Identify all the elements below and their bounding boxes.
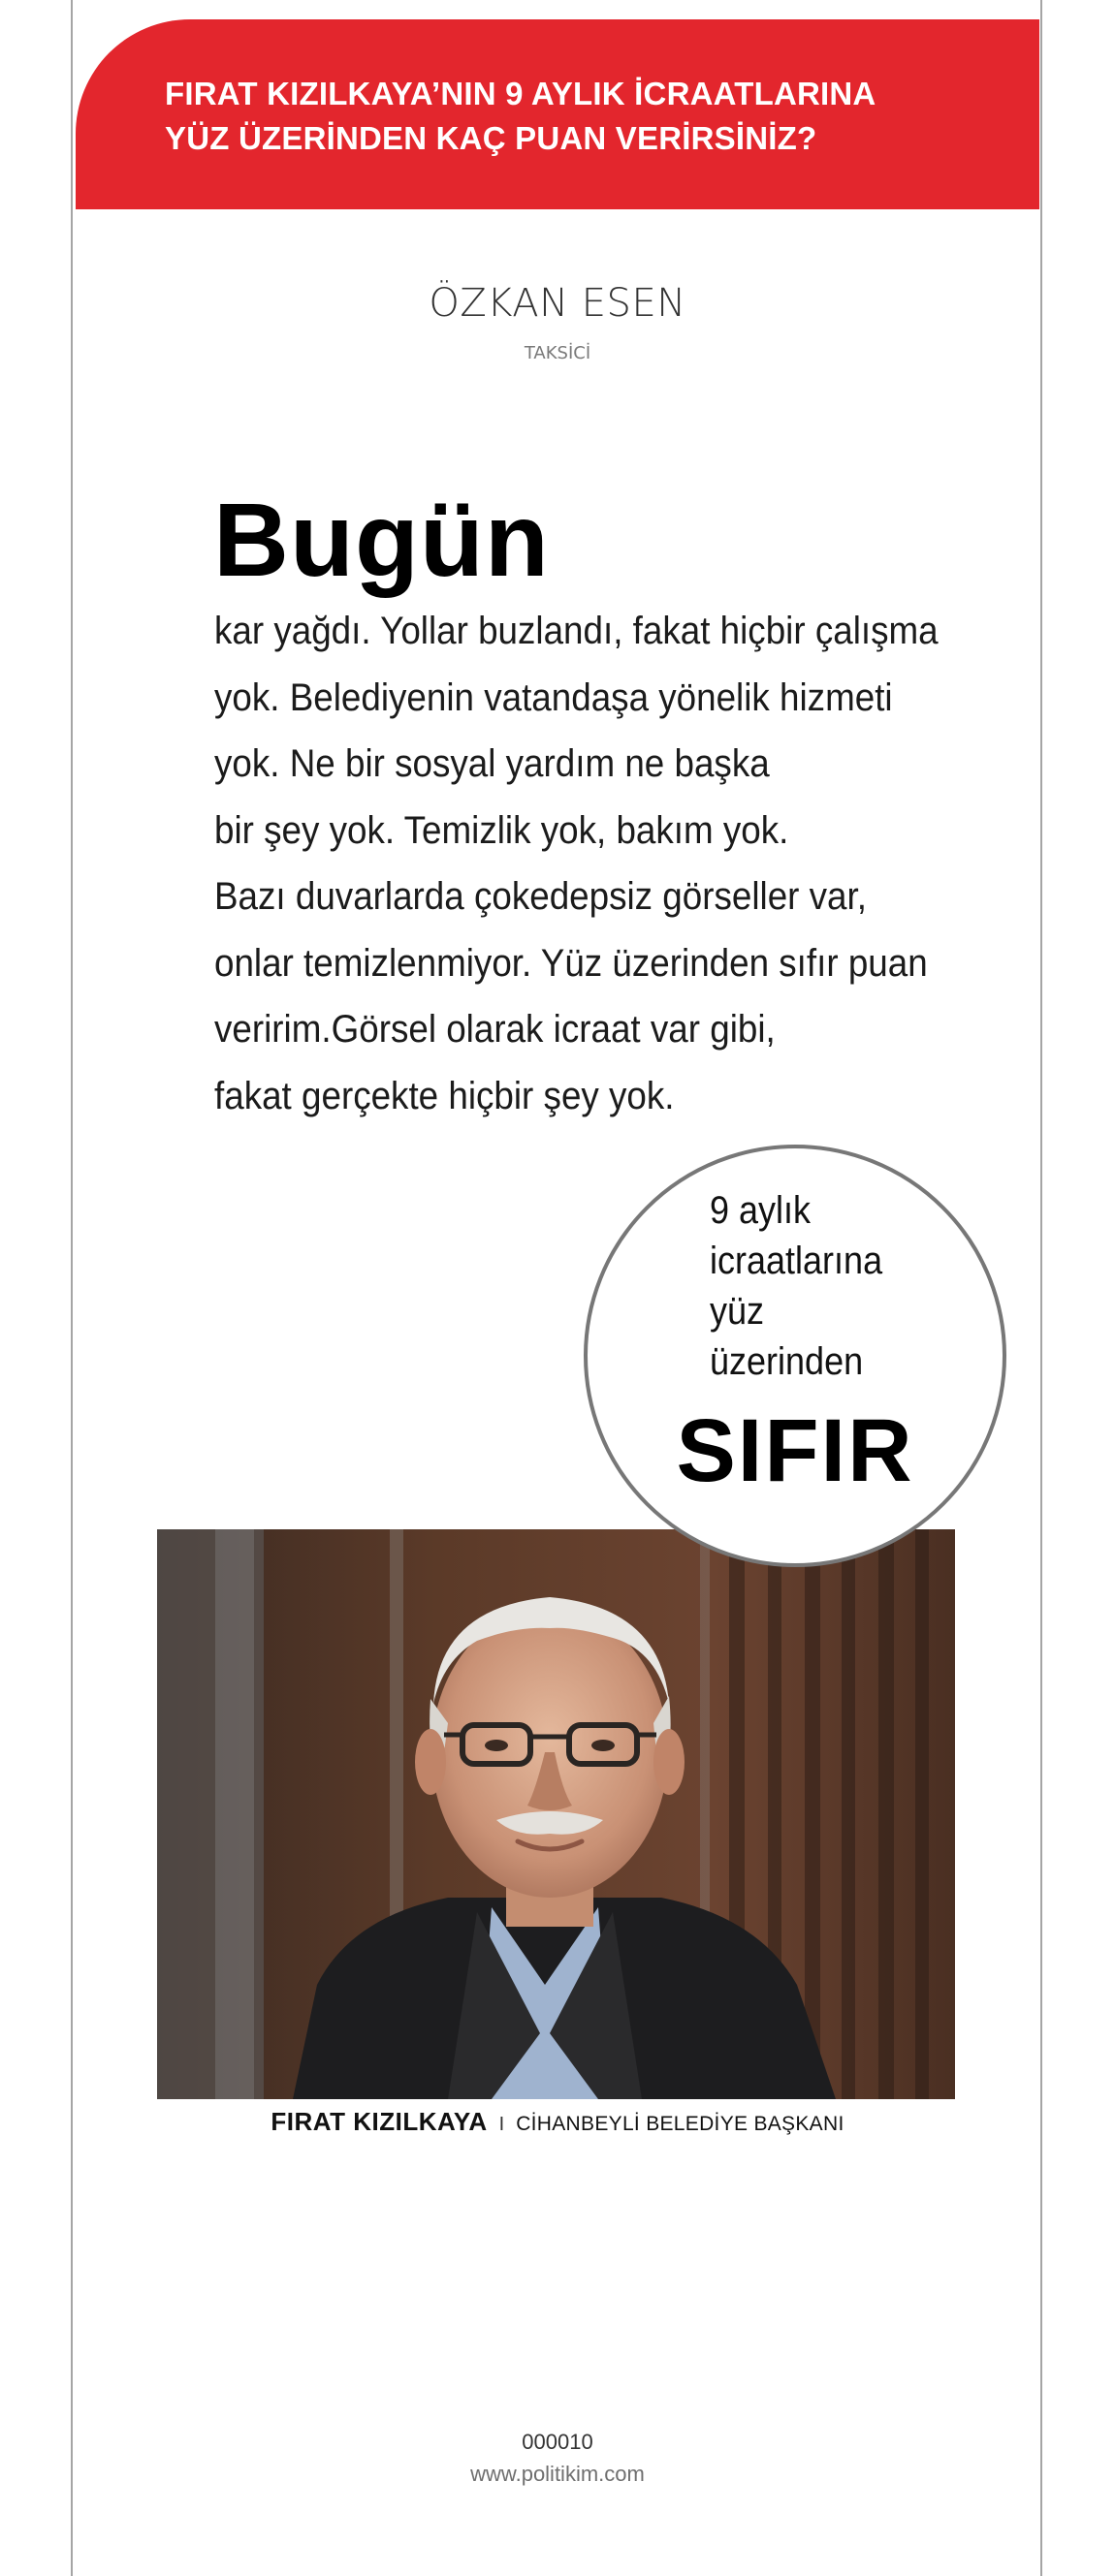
photo-caption	[0, 2109, 1115, 2134]
page-number: 000010	[522, 2430, 593, 2454]
interviewee-name: ÖZKAN ESEN	[429, 281, 686, 326]
answer-line: bir şey yok. Temizlik yok, bakım yok.	[214, 808, 789, 852]
answer-text	[214, 598, 1019, 1129]
website-link[interactable]: www.politikim.com	[470, 2462, 645, 2486]
interviewee-profession: TAKSİCİ	[524, 343, 591, 363]
score-callout	[584, 1145, 1006, 1567]
score-caption-line: yüz	[710, 1290, 765, 1333]
answer-line: Bazı duvarlarda çokedepsiz görseller var,	[214, 875, 867, 918]
score-caption-line: üzerinden	[710, 1340, 864, 1383]
question-line-2: YÜZ ÜZERİNDEN KAÇ PUAN VERİRSİNİZ?	[165, 120, 817, 156]
answer-lead-word: Bugün	[213, 481, 550, 598]
answer-line: yok. Belediyenin vatandaşa yönelik hizmeti	[214, 675, 893, 719]
answer-line: fakat gerçekte hiçbir şey yok.	[214, 1074, 675, 1117]
mayor-portrait-photo	[157, 1529, 955, 2099]
score-caption-line: icraatlarına	[710, 1240, 883, 1282]
question-title	[165, 72, 1039, 161]
photo-caption-title: CİHANBEYLİ BELEDİYE BAŞKANI	[516, 2113, 844, 2135]
score-caption-line: 9 aylık	[710, 1189, 812, 1232]
answer-line: onlar temizlenmiyor. Yüz üzerinden sıfır puan	[214, 941, 928, 985]
answer-line: yok. Ne bir sosyal yardım ne başka	[214, 742, 770, 785]
score-value: SIFIR	[676, 1401, 914, 1500]
photo-caption-name: FIRAT KIZILKAYA	[271, 2107, 488, 2136]
score-caption	[710, 1185, 902, 1387]
question-line-1: FIRAT KIZILKAYA’NIN 9 AYLIK İCRAATLARINA	[165, 76, 876, 111]
question-banner	[76, 19, 1039, 209]
answer-line: veririm.Görsel olarak icraat var gibi,	[214, 1008, 776, 1051]
portrait-illustration	[157, 1529, 955, 2099]
answer-line: kar yağdı. Yollar buzlandı, fakat hiçbir çalışma	[214, 610, 939, 652]
photo-caption-separator: I	[498, 2114, 505, 2135]
